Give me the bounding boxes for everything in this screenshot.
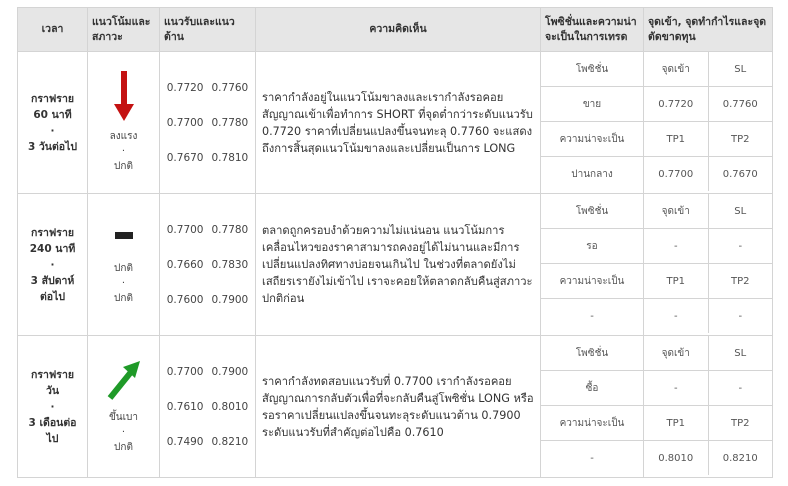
probability-label: ความน่าจะเป็น	[541, 264, 643, 299]
trend-line: ลงแรง	[109, 131, 138, 142]
support-level: 0.7700	[166, 223, 204, 236]
resistance-level: 0.7830	[211, 258, 249, 271]
sl-label: SL	[708, 52, 772, 87]
resistance-level: 0.7760	[211, 81, 249, 94]
tp2-value: -	[708, 299, 772, 334]
timeframe-line: 3 สัปดาห์	[30, 274, 75, 287]
header-position: โพซิชั่นและความน่าจะเป็นในการเทรด	[541, 8, 644, 52]
header-entry-tp-sl: จุดเข้า, จุดทำกำไรและจุดตัดขาดทุน	[644, 8, 773, 52]
timeframe-cell	[18, 52, 88, 194]
trend-line: ขึ้นเบา	[108, 412, 139, 423]
levels-cell	[160, 194, 256, 336]
resistance-level: 0.7780	[211, 116, 249, 129]
levels-cell	[160, 52, 256, 194]
timeframe-line: ·	[50, 400, 55, 413]
tp1-value: -	[673, 310, 678, 322]
header-comment: ความคิดเห็น	[256, 8, 541, 52]
timeframe-line: วัน	[45, 384, 60, 397]
position-value: ซื้อ	[541, 371, 643, 406]
tp1-value: 0.8010	[658, 452, 694, 464]
timeframe-line: 240 นาที	[29, 242, 76, 255]
trend-cell	[88, 336, 160, 478]
probability-value: ปานกลาง	[571, 168, 613, 180]
sl-value: 0.7760	[708, 87, 772, 122]
trend-line: ปกติ	[114, 293, 133, 304]
timeframe-line: ·	[50, 258, 55, 271]
probability-label: ความน่าจะเป็น	[541, 122, 643, 157]
support-level: 0.7670	[166, 151, 204, 164]
timeframe-line: ไป	[46, 432, 59, 445]
timeframe-line: กราฟราย	[30, 92, 74, 105]
position-value: รอ	[541, 229, 643, 264]
sl-label: SL	[708, 194, 772, 229]
entry-value: -	[644, 229, 708, 264]
header-row	[18, 8, 773, 52]
support-level: 0.7700	[166, 116, 204, 129]
resistance-level: 0.7900	[211, 365, 249, 378]
resistance-level: 0.8010	[211, 400, 249, 413]
support-level: 0.7490	[166, 435, 204, 448]
timeframe-line: 3 วันต่อไป	[27, 140, 78, 153]
position-label: โพซิชั่น	[541, 52, 643, 87]
position-cell	[541, 194, 644, 336]
sl-value: -	[708, 229, 772, 264]
trend-cell	[88, 194, 160, 336]
entry-label: จุดเข้า	[644, 336, 708, 371]
trend-line: ปกติ	[114, 161, 133, 172]
tp2-value: 0.7670	[708, 157, 772, 192]
comment-cell: ราคากำลังทดสอบแนวรับที่ 0.7700 เรากำลังรอคอยสัญญาณการกลับตัวเพื่อที่จะกลับคืนสู่โพซิชั่น LONG หรือรอราคาเปลี่ยนแปลงขึ้นจนทะลุระดับแนวต้าน 0.7900 ระดับแนวรับที่สำคัญต่อไปคือ 0.7610	[256, 336, 541, 478]
tp2-label: TP2	[708, 406, 772, 441]
comment-cell: ราคากำลังอยู่ในแนวโน้มขาลงและเรากำลังรอคอยสัญญาณเข้าเพื่อทำการ SHORT ที่จุดต่ำกว่าระดับแนวรับ 0.7720 ราคาที่เปลี่ยนแปลงขึ้นจนทะลุ 0.7760 จะแสดงถึงการสิ้นสุดแนวโน้มขาลงและเปลี่ยนเป็นการ LONG	[256, 52, 541, 194]
comment-cell: ตลาดถูกครอบงำด้วยความไม่แน่นอน แนวโน้มการเคลื่อนไหวของราคาสามารถคงอยู่ได้ไม่นานและมีการเปลี่ยนแปลงทิศทางบ่อยจนเกินไป ในช่วงที่ตลาดยังไม่เสถียรเรายังไม่เข้าไป เราจะคอยให้ตลาดกลับคืนสู่สภาวะปกติก่อน	[256, 194, 541, 336]
forecast-table-container	[17, 7, 772, 477]
sl-value: -	[708, 371, 772, 406]
up-right-arrow-icon	[104, 358, 144, 404]
tp1-label: TP1	[644, 406, 708, 441]
table-row	[18, 52, 773, 194]
timeframe-line: ต่อไป	[39, 290, 66, 303]
timeframe-cell	[18, 336, 88, 478]
support-level: 0.7600	[166, 293, 204, 306]
position-cell	[541, 52, 644, 194]
probability-value: -	[590, 452, 594, 464]
timeframe-line: กราฟราย	[30, 226, 74, 239]
header-levels: แนวรับและแนวต้าน	[160, 8, 256, 52]
header-time: เวลา	[18, 8, 88, 52]
sl-label: SL	[708, 336, 772, 371]
tp1-value: 0.7700	[658, 168, 694, 180]
timeframe-cell	[18, 194, 88, 336]
trend-cell	[88, 52, 160, 194]
trend-line: ปกติ	[114, 442, 133, 453]
trend-line: ·	[121, 427, 126, 438]
tp2-label: TP2	[708, 264, 772, 299]
probability-label: ความน่าจะเป็น	[541, 406, 643, 441]
trend-line: ·	[121, 278, 126, 289]
entry-label: จุดเข้า	[644, 52, 708, 87]
resistance-level: 0.7900	[211, 293, 249, 306]
down-arrow-icon	[112, 71, 136, 123]
header-trend: แนวโน้มและสภาวะ	[88, 8, 160, 52]
support-level: 0.7720	[166, 81, 204, 94]
timeframe-line: 3 เดือนต่อ	[28, 416, 77, 429]
setup-cell	[644, 52, 773, 194]
timeframe-line: 60 นาที	[33, 108, 72, 121]
setup-cell	[644, 194, 773, 336]
support-level: 0.7660	[166, 258, 204, 271]
table-row	[18, 336, 773, 478]
support-level: 0.7610	[166, 400, 204, 413]
position-cell	[541, 336, 644, 478]
entry-value: -	[644, 371, 708, 406]
tp2-value: 0.8210	[708, 441, 772, 476]
tp1-label: TP1	[644, 264, 708, 299]
flat-dash-icon	[112, 223, 136, 249]
resistance-level: 0.8210	[211, 435, 249, 448]
tp1-label: TP1	[644, 122, 708, 157]
tp2-label: TP2	[708, 122, 772, 157]
entry-label: จุดเข้า	[644, 194, 708, 229]
table-row	[18, 194, 773, 336]
resistance-level: 0.7780	[211, 223, 249, 236]
entry-value: 0.7720	[644, 87, 708, 122]
trend-line: ปกติ	[114, 263, 133, 274]
position-label: โพซิชั่น	[541, 194, 643, 229]
probability-value: -	[590, 310, 594, 322]
trend-line: ·	[121, 146, 126, 157]
position-label: โพซิชั่น	[541, 336, 643, 371]
timeframe-line: กราฟราย	[30, 368, 74, 381]
timeframe-line: ·	[50, 124, 55, 137]
forecast-table	[17, 7, 773, 478]
resistance-level: 0.7810	[211, 151, 249, 164]
setup-cell	[644, 336, 773, 478]
support-level: 0.7700	[166, 365, 204, 378]
levels-cell	[160, 336, 256, 478]
position-value: ขาย	[541, 87, 643, 122]
